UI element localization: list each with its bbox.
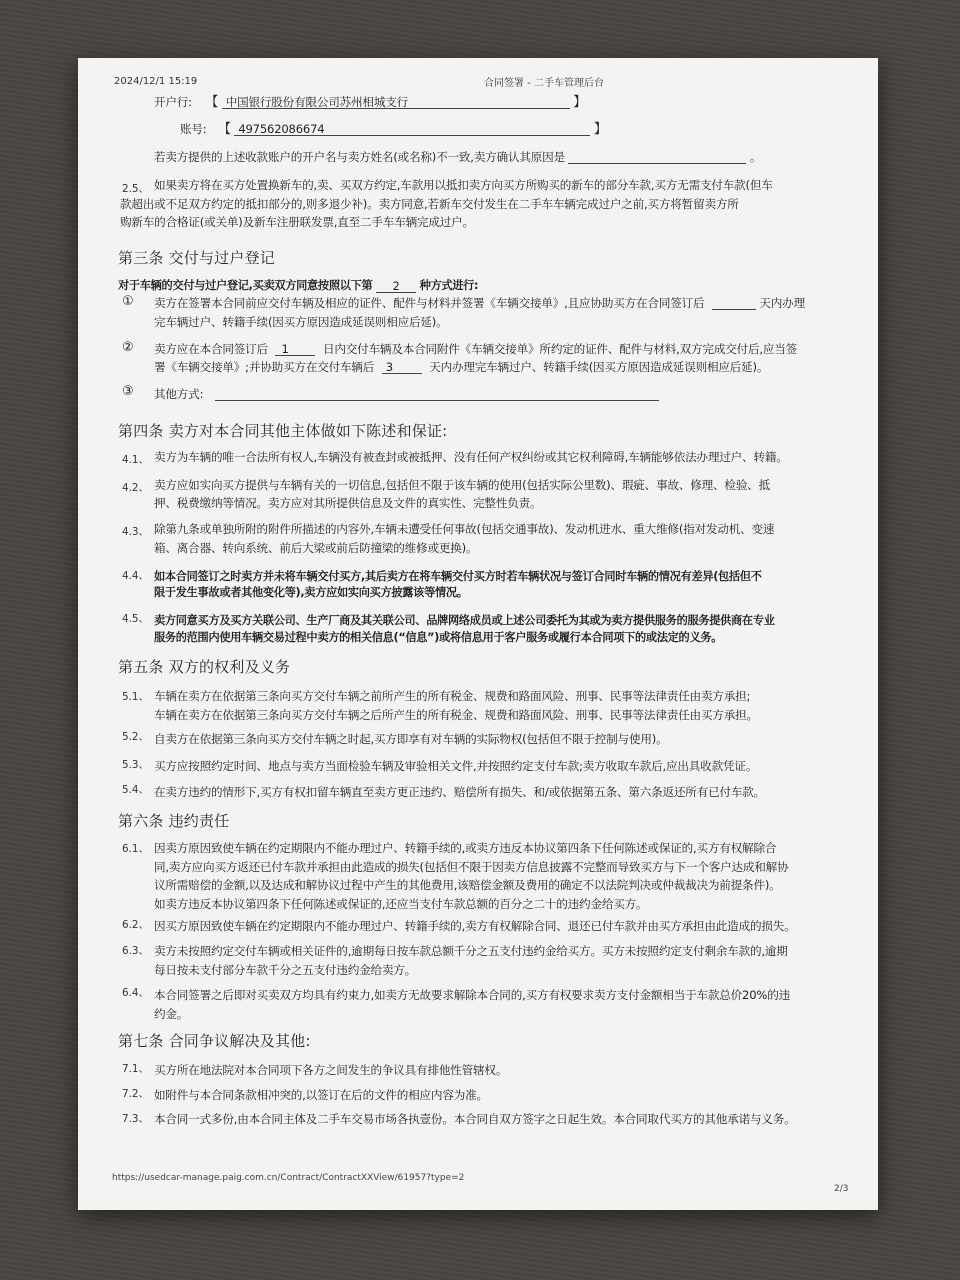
article-3-heading: 第三条 交付与过户登记: [118, 249, 275, 267]
article-5-heading: 第五条 双方的权利及义务: [118, 658, 291, 676]
bank-name-field: 中国银行股份有限公司苏州相城支行: [222, 96, 570, 109]
clause-7-3-line: 本合同一式多份,由本合同主体及二手车交易市场各执壹份。本合同自双方签字之日起生效。本合同取代买方的其他承诺与义务。: [154, 1112, 796, 1126]
article-7-heading: 第七条 合同争议解决及其他:: [118, 1032, 311, 1050]
clause-4-3-line: 除第九条或单独所附的附件所描述的内容外,车辆未遭受任何事故(包括交通事故)、发动机进水、重大维修(指对发动机、变速: [154, 522, 775, 536]
option-3-blank: [215, 388, 659, 401]
account-row: 账号: 【 497562086674 】: [180, 122, 607, 137]
clause-2-5-line: 如果卖方将在买方处置换新车的,卖、买双方约定,车款用以抵扣卖方向买方所购买的新车的部分车款,买方无需支付车款(但车: [154, 178, 773, 192]
clause-4-2-line: 卖方应如实向买方提供与车辆有关的一切信息,包括但不限于该车辆的使用(包括实际公里数)、瑕疵、事故、修理、检验、抵: [154, 478, 771, 492]
clause-5-2-line: 自卖方在依据第三条向买方交付车辆之时起,买方即享有对车辆的实际物权(包括但不限于控制与使用)。: [154, 732, 668, 746]
option-1-days-blank: [712, 297, 756, 310]
clause-7-1-line: 买方所在地法院对本合同项下各方之间发生的争议具有排他性管辖权。: [154, 1063, 508, 1077]
option-2-text-mid: 日内交付车辆及本合同附件《车辆交接单》所约定的证件、配件与材料,双方完成交付后,应当签: [322, 342, 798, 356]
clause-6-1-line: 议所需赔偿的金额,以及达成和解协议过程中产生的其他费用,该赔偿金额及费用的确定不以法院判决或仲裁裁决为前提条件)。: [154, 878, 781, 892]
clause-number: 4.2、: [122, 482, 149, 494]
bank-label: 开户行:: [154, 95, 192, 109]
clause-6-1-line: 同,卖方应向买方返还已付车款并承担由此造成的损失(包括但不限于因卖方信息披露不完整而导致买方与下一个客户达成和解协: [154, 860, 789, 874]
clause-number: 7.3、: [122, 1113, 149, 1125]
clause-number: 6.2、: [122, 919, 149, 931]
clause-6-1-line: 如卖方违反本协议第四条下任何陈述或保证的,还应当支付车款总额的百分之二十的违约金给买方。: [154, 897, 648, 911]
article-4-heading: 第四条 卖方对本合同其他主体做如下陈述和保证:: [118, 422, 448, 440]
clause-number: 7.1、: [122, 1063, 149, 1075]
clause-number: 4.4、: [122, 570, 149, 582]
clause-6-1-line: 因卖方原因致使车辆在约定期限内不能办理过户、转籍手续的,或卖方违反本协议第四条下任何陈述或保证的,买方有权解除合: [154, 841, 777, 855]
option-2-days-transfer: 3: [382, 361, 422, 374]
option-2-text-2: 署《车辆交接单》;并协助买方在交付车辆后: [154, 360, 375, 374]
clause-4-5-line: 服务的范围内使用车辆交易过程中卖方的相关信息(“信息”)或将信息用于客户服务或履行本合同项下的或法定的义务。: [154, 631, 723, 644]
clause-number: 4.5、: [122, 613, 149, 625]
account-mismatch-row: [154, 151, 761, 164]
clause-6-3-line: 每日按未支付部分车款千分之五支付违约金给卖方。: [154, 963, 417, 977]
clause-number: 5.1、: [122, 691, 149, 703]
clause-4-4-line: 如本合同签订之时卖方并未将车辆交付买方,其后卖方在将车辆交付买方时若车辆状况与签订合同时车辆的情况有差异(包括但不: [154, 570, 762, 583]
clause-6-2-line: 因买方原因致使车辆在约定期限内不能办理过户、转籍手续的,卖方有权解除合同、退还已付车款并由买方承担由此造成的损失。: [154, 919, 796, 933]
option-3-marker: ③: [122, 384, 134, 399]
article-3-intro: [118, 277, 478, 293]
option-2-text: 卖方应在本合同签订后: [154, 342, 268, 356]
option-1-line: 完车辆过户、转籍手续(因买方原因造成延误则相应后延)。: [154, 315, 448, 329]
clause-4-1-line: 卖方为车辆的唯一合法所有权人,车辆没有被查封或被抵押、没有任何产权纠纷或其它权利障碍,车辆能够依法办理过户、转籍。: [154, 450, 788, 464]
print-timestamp: 2024/12/1 15:19: [114, 76, 198, 87]
option-2-line: [154, 361, 768, 374]
clause-number: 6.1、: [122, 843, 149, 855]
clause-6-4-line: 约金。: [154, 1007, 189, 1021]
clause-number: 6.4、: [122, 987, 149, 999]
page-url: https://usedcar-manage.paig.com.cn/Contract/ContractXXView/61957?type=2: [112, 1173, 465, 1183]
option-3-line: [154, 388, 659, 401]
clause-4-5-line: 卖方同意买方及买方关联公司、生产厂商及其关联公司、品牌网络成员或上述公司委托为其或为卖方提供服务的服务提供商在专业: [154, 614, 775, 627]
mismatch-end: 。: [749, 150, 762, 164]
clause-4-4-line: 限于发生事故或者其他变化等),卖方应如实向买方披露该等情况。: [154, 586, 468, 599]
bank-row: 开户行: 【 中国银行股份有限公司苏州相城支行 】: [154, 95, 587, 110]
option-1-text: 卖方在签署本合同前应交付车辆及相应的证件、配件与材料并签署《车辆交接单》,且应协助买方在合同签订后: [154, 296, 705, 310]
clause-number: 5.2、: [122, 731, 149, 743]
option-2-text-end: 天内办理完车辆过户、转籍手续(因买方原因造成延误则相应后延)。: [429, 360, 769, 374]
option-1-marker: ①: [122, 294, 134, 309]
option-3-label: 其他方式:: [154, 387, 204, 401]
account-mismatch-text: 若卖方提供的上述收款账户的开户名与卖方姓名(或名称)不一致,卖方确认其原因是: [154, 150, 565, 164]
clause-number: 4.1、: [122, 454, 149, 466]
mismatch-reason-blank: [568, 151, 746, 164]
option-2-marker: ②: [122, 340, 134, 355]
contract-page: [78, 58, 878, 1210]
clause-4-2-line: 押、税费缴纳等情况。卖方应对其所提供信息及文件的真实性、完整性负责。: [154, 496, 542, 510]
page-number: 2/3: [834, 1184, 849, 1194]
article-3-intro-end: 种方式进行:: [419, 279, 479, 292]
page-header-title: 合同签署 - 二手车管理后台: [484, 78, 604, 89]
clause-number: 5.3、: [122, 759, 149, 771]
clause-5-1-line: 车辆在卖方在依据第三条向买方交付车辆之前所产生的所有税金、规费和路面风险、刑事、民事等法律责任由卖方承担;: [154, 689, 751, 703]
clause-5-3-line: 买方应按照约定时间、地点与卖方当面检验车辆及审验相关文件,并按照约定支付车款;卖方收取车款后,应出具收款凭证。: [154, 759, 758, 773]
clause-number: 4.3、: [122, 526, 149, 538]
option-2-days-delivery: 1: [275, 343, 315, 356]
clause-7-2-line: 如附件与本合同条款相冲突的,以签订在后的文件的相应内容为准。: [154, 1088, 488, 1102]
delivery-method-choice: 2: [376, 280, 416, 293]
article-6-heading: 第六条 违约责任: [118, 812, 230, 830]
article-3-intro-text: 对于车辆的交付与过户登记,买卖双方同意按照以下第: [118, 279, 373, 292]
clause-5-4-line: 在卖方违约的情形下,买方有权扣留车辆直至卖方更正违约、赔偿所有损失、和/或依据第五条、第六条返还所有已付车款。: [154, 785, 766, 799]
account-number-field: 497562086674: [234, 123, 590, 136]
account-label: 账号:: [180, 122, 207, 136]
clause-number: 6.3、: [122, 945, 149, 957]
clause-number: 2.5、: [122, 183, 149, 195]
clause-number: 5.4、: [122, 784, 149, 796]
clause-5-1-line: 车辆在卖方在依据第三条向买方交付车辆之后所产生的所有税金、规费和路面风险、刑事、民事等法律责任由买方承担。: [154, 708, 758, 722]
option-1-line: [154, 297, 805, 310]
clause-4-3-line: 箱、离合器、转向系统、前后大梁或前后防撞梁的维修或更换)。: [154, 541, 478, 555]
clause-2-5-line: 款超出或不足双方约定的抵扣部分的,则多退少补)。卖方同意,若新车交付发生在二手车车辆完成过户之前,买方将暂留卖方所: [120, 197, 739, 211]
clause-6-4-line: 本合同签署之后即对买卖双方均具有约束力,如卖方无故要求解除本合同的,买方有权要求卖方支付金额相当于车款总价20%的违: [154, 988, 791, 1002]
clause-6-3-line: 卖方未按照约定交付车辆或相关证件的,逾期每日按车款总额千分之五支付违约金给买方。买方未按照约定支付剩余车款的,逾期: [154, 944, 788, 958]
option-2-line: [154, 343, 797, 356]
option-1-text-end: 天内办理: [759, 296, 805, 310]
clause-2-5-line: 购新车的合格证(或关单)及新车注册联发票,直至二手车车辆完成过户。: [120, 215, 474, 229]
clause-number: 7.2、: [122, 1088, 149, 1100]
